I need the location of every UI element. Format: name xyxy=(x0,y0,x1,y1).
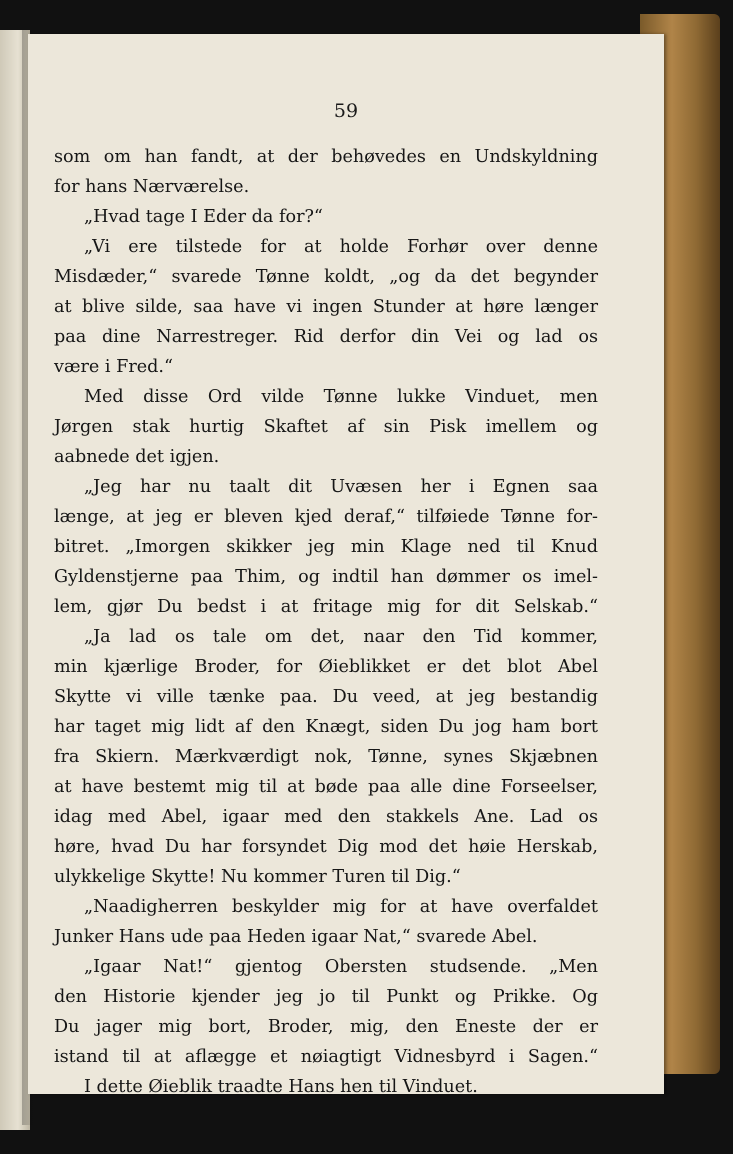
text-line: I dette Øieblik traadte Hans hen til Vinduet. xyxy=(84,1077,478,1097)
text-line: har taget mig lidt af den Knægt, siden Du jog ham bort xyxy=(54,717,598,737)
body-text xyxy=(54,142,598,1102)
text-line: istand til at aflægge et nøiagtigt Vidnesbyrd i Sagen.“ xyxy=(54,1047,598,1067)
text-line: Gyldenstjerne paa Thim, og indtil han dømmer os imel- xyxy=(54,567,598,587)
text-line: Junker Hans ude paa Heden igaar Nat,“ svarede Abel. xyxy=(54,927,538,947)
text-line: „Vi ere tilstede for at holde Forhør over denne xyxy=(84,237,598,257)
text-line: fra Skiern. Mærkværdigt nok, Tønne, synes Skjæbnen xyxy=(54,747,598,767)
book-page xyxy=(28,34,664,1097)
text-line: idag med Abel, igaar med den stakkels Ane. Lad os xyxy=(54,807,598,827)
text-line: Skytte vi ville tænke paa. Du veed, at jeg bestandig xyxy=(54,687,598,707)
text-line: Med disse Ord vilde Tønne lukke Vinduet, men xyxy=(84,387,598,407)
text-line: aabnede det igjen. xyxy=(54,447,220,467)
text-line: ulykkelige Skytte! Nu kommer Turen til Dig.“ xyxy=(54,867,461,887)
text-line: Jørgen stak hurtig Skaftet af sin Pisk imellem og xyxy=(54,417,598,437)
text-line: være i Fred.“ xyxy=(54,357,173,377)
text-line: bitret. „Imorgen skikker jeg min Klage ned til Knud xyxy=(54,537,598,557)
text-line: som om han fandt, at der behøvedes en Undskyldning xyxy=(54,147,598,167)
page-number: 59 xyxy=(333,100,359,122)
text-line: for hans Nærværelse. xyxy=(54,177,250,197)
text-line: at have bestemt mig til at bøde paa alle dine Forseelser, xyxy=(54,777,598,797)
text-line: høre, hvad Du har forsyndet Dig mod det høie Herskab, xyxy=(54,837,598,857)
text-line: Du jager mig bort, Broder, mig, den Eneste der er xyxy=(54,1017,598,1037)
text-line: „Igaar Nat!“ gjentog Obersten studsende. „Men xyxy=(84,957,598,977)
text-line: „Hvad tage I Eder da for?“ xyxy=(84,207,323,227)
text-line: „Ja lad os tale om det, naar den Tid kommer, xyxy=(84,627,598,647)
text-line: paa dine Narrestreger. Rid derfor din Vei og lad os xyxy=(54,327,598,347)
text-line: at blive silde, saa have vi ingen Stunder at høre længer xyxy=(54,297,598,317)
text-line: „Naadigherren beskylder mig for at have overfaldet xyxy=(84,897,598,917)
text-line: „Jeg har nu taalt dit Uvæsen her i Egnen saa xyxy=(84,477,598,497)
text-line: Misdæder,“ svarede Tønne koldt, „og da det begynder xyxy=(54,267,598,287)
text-line: længe, at jeg er bleven kjed deraf,“ tilføiede Tønne for- xyxy=(54,507,598,527)
text-line: min kjærlige Broder, for Øieblikket er det blot Abel xyxy=(54,657,598,677)
text-line: lem, gjør Du bedst i at fritage mig for dit Selskab.“ xyxy=(54,597,598,617)
text-line: den Historie kjender jeg jo til Punkt og Prikke. Og xyxy=(54,987,598,1007)
